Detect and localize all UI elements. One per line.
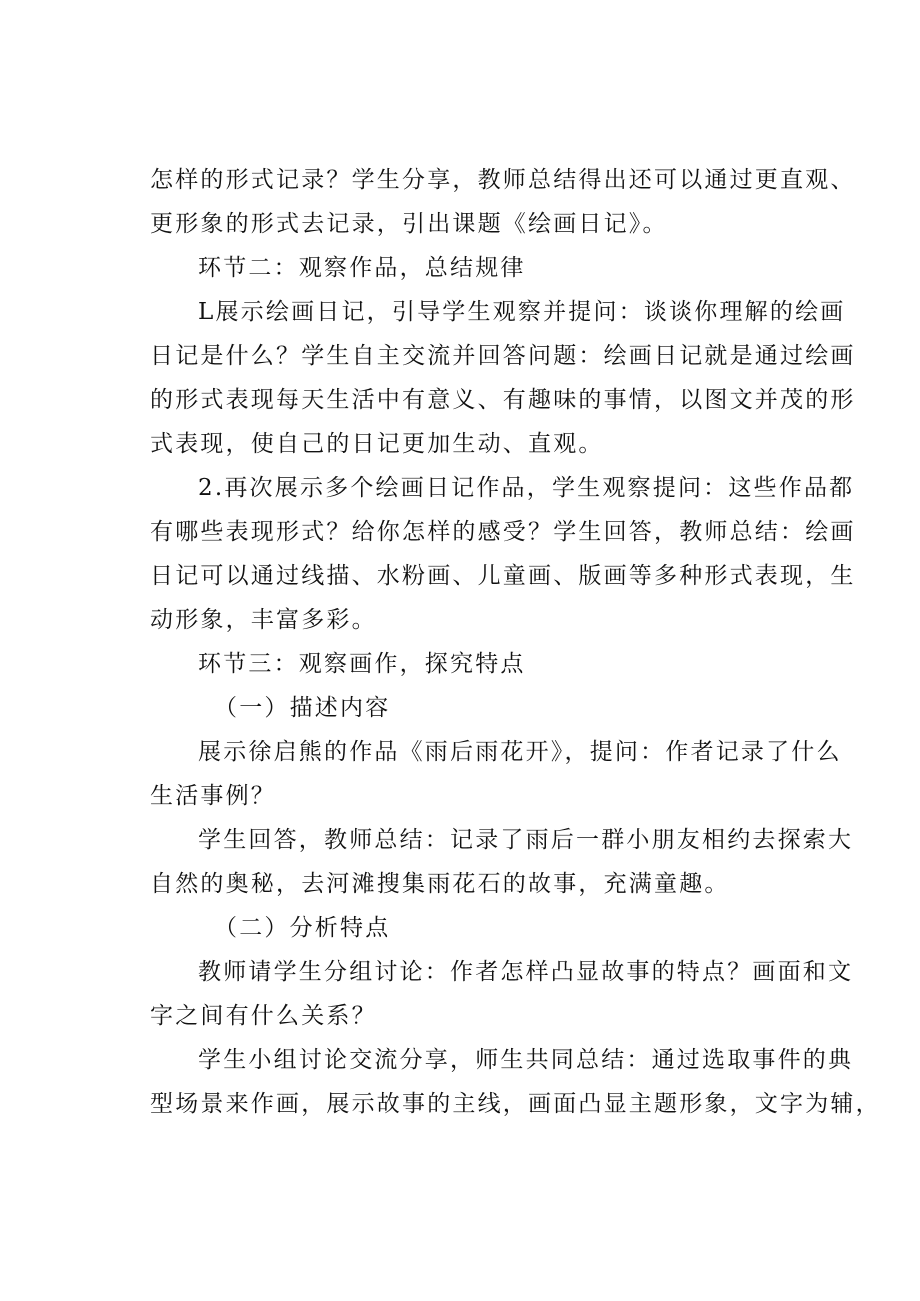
text-line: 学生回答，教师总结：记录了雨后一群小朋友相约去探索大 bbox=[198, 827, 854, 853]
subsection-heading: （一）描述内容 bbox=[214, 695, 391, 721]
text-line: 更形象的形式去记录，引出课题《绘画日记》。 bbox=[150, 211, 668, 237]
text-line: 的形式表现每天生活中有意义、有趣味的事情，以图文并茂的形 bbox=[150, 387, 856, 413]
text-line: 2.再次展示多个绘画日记作品，学生观察提问：这些作品都 bbox=[198, 475, 855, 501]
text-line: 展示徐启熊的作品《雨后雨花开》，提问：作者记录了什么 bbox=[198, 739, 842, 765]
text-line: 日记可以通过线描、水粉画、儿童画、版画等多种形式表现，生 bbox=[150, 563, 856, 589]
text-line: 型场景来作画，展示故事的主线，画面凸显主题形象，文字为辅， bbox=[150, 1091, 881, 1117]
text-line: 式表现，使自己的日记更加生动、直观。 bbox=[150, 431, 604, 457]
text-line: L展示绘画日记，引导学生观察并提问：谈谈你理解的绘画 bbox=[198, 299, 846, 325]
text-line: 学生小组讨论交流分享，师生共同总结：通过选取事件的典 bbox=[198, 1047, 854, 1073]
subsection-heading: （二）分析特点 bbox=[214, 915, 391, 941]
text-line: 有哪些表现形式？给你怎样的感受？学生回答，教师总结：绘画 bbox=[150, 519, 856, 545]
section-heading: 环节三：观察画作，探究特点 bbox=[198, 651, 526, 677]
text-line: 生活事例？ bbox=[150, 783, 276, 809]
text-line: 字之间有什么关系？ bbox=[150, 1003, 377, 1029]
text-line: 怎样的形式记录？学生分享，教师总结得出还可以通过更直观、 bbox=[150, 167, 856, 193]
text-line: 自然的奥秘，去河滩搜集雨花石的故事，充满童趣。 bbox=[150, 871, 730, 897]
text-line: 日记是什么？学生自主交流并回答问题：绘画日记就是通过绘画 bbox=[150, 343, 856, 369]
text-line: 动形象，丰富多彩。 bbox=[150, 607, 377, 633]
text-line: 教师请学生分组讨论：作者怎样凸显故事的特点？画面和文 bbox=[198, 959, 854, 985]
section-heading: 环节二：观察作品，总结规律 bbox=[198, 255, 526, 281]
